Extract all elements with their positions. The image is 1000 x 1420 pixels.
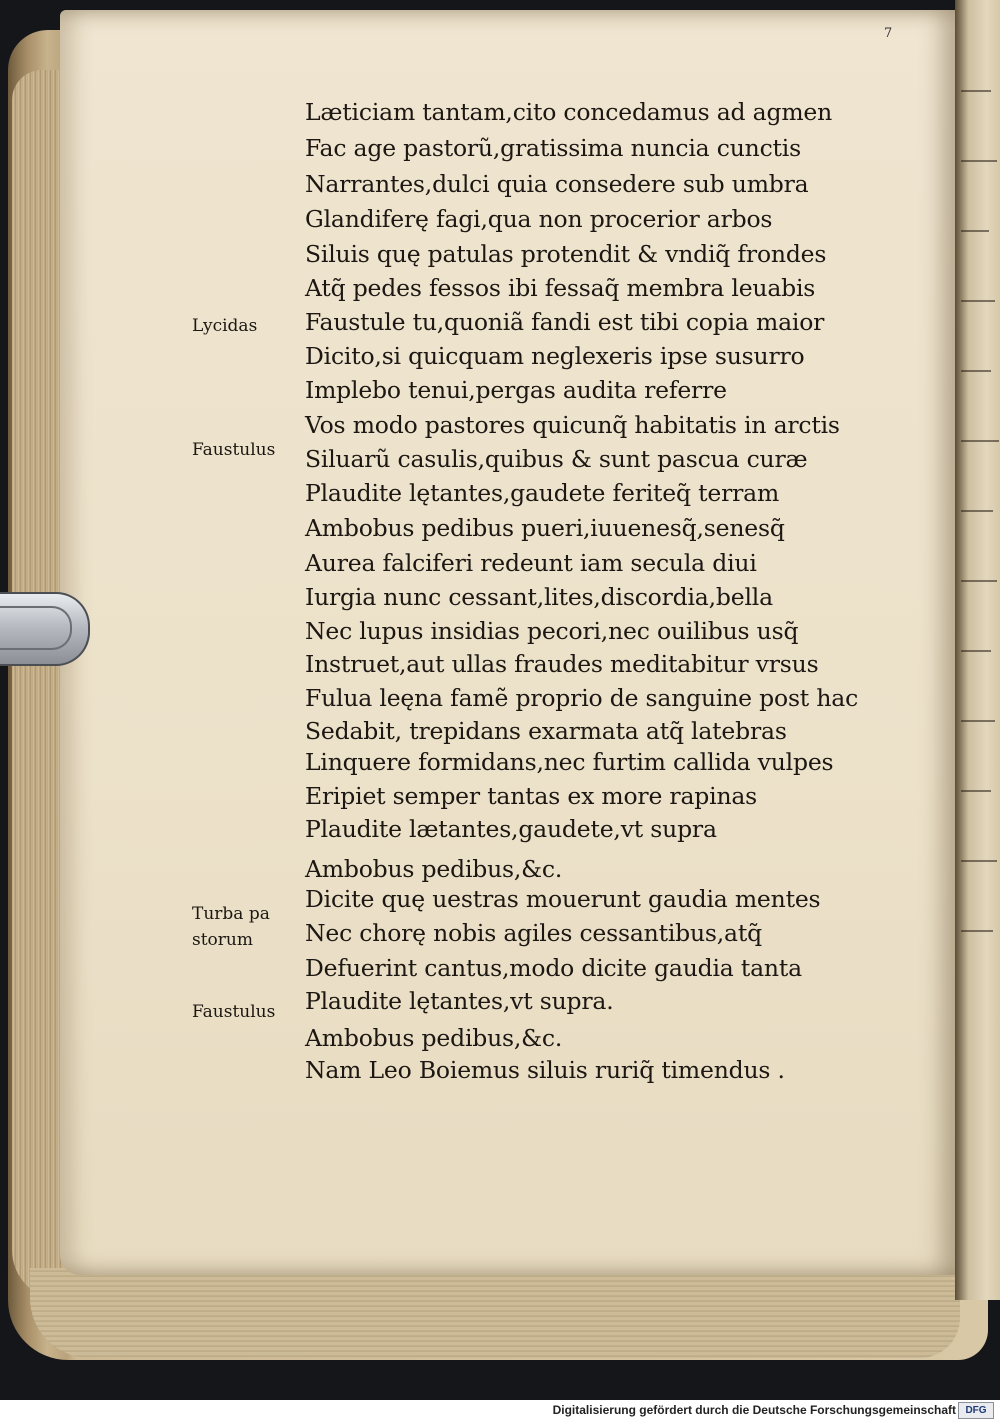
dfg-logo-icon: DFG (958, 1402, 994, 1419)
book-clip-inner (0, 606, 72, 650)
footer-bar (0, 1400, 1000, 1420)
text-line: Implebo tenui,pergas audita referre (305, 376, 727, 404)
text-line: Plaudite lætantes,gaudete,vt supra (305, 815, 717, 843)
folio-mark: 7 (884, 26, 893, 41)
text-line: Eripiet semper tantas ex more rapinas (305, 782, 758, 810)
text-line: Aurea falciferi redeunt iam secula diui (305, 549, 757, 577)
text-line: Instruet,aut ullas fraudes meditabitur vrsus (305, 650, 819, 678)
speaker-label: Turba pa (192, 904, 270, 924)
text-line: Vos modo pastores quicunq̃ habitatis in arctis (305, 411, 840, 439)
text-line: Glandiferę fagi,qua non procerior arbos (305, 205, 773, 233)
text-line: Dicito,si quicquam neglexeris ipse susurro (305, 342, 805, 370)
text-line: Ambobus pedibus pueri,iuuenesq̃,senesq̃ (305, 514, 785, 542)
speaker-label: Faustulus (192, 440, 276, 460)
page-stack-bottom (30, 1268, 960, 1358)
speaker-label: Lycidas (192, 316, 258, 336)
text-line: Nec lupus insidias pecori,nec ouilibus usq̃ (305, 617, 799, 645)
text-line: Ambobus pedibus,&c. (305, 855, 563, 883)
text-line: Fulua leęna famẽ proprio de sanguine post hac (305, 684, 859, 712)
facing-page-edge (955, 0, 1000, 1300)
text-line: Sedabit, trepidans exarmata atq̃ latebras (305, 717, 787, 745)
text-line: Atq̃ pedes fessos ibi fessaq̃ membra leuabis (305, 274, 816, 302)
text-line: Nec chorę nobis agiles cessantibus,atq̃ (305, 919, 762, 947)
speaker-label: storum (192, 930, 253, 950)
text-line: Plaudite lętantes,vt supra. (305, 987, 614, 1015)
text-line: Dicite quę uestras mouerunt gaudia mentes (305, 885, 821, 913)
text-line: Læticiam tantam,cito concedamus ad agmen (305, 98, 833, 126)
text-line: Siluis quę patulas protendit & vndiq̃ frondes (305, 240, 827, 268)
speaker-label: Faustulus (192, 1002, 276, 1022)
text-line: Narrantes,dulci quia consedere sub umbra (305, 170, 809, 198)
text-line: Faustule tu,quoniã fandi est tibi copia maior (305, 308, 825, 336)
footer-credit: Digitalisierung gefördert durch die Deutsche Forschungsgemeinschaft (552, 1403, 956, 1417)
text-line: Defuerint cantus,modo dicite gaudia tanta (305, 954, 802, 982)
text-line: Ambobus pedibus,&c. (305, 1024, 563, 1052)
text-line: Nam Leo Boiemus siluis ruriq̃ timendus . (305, 1056, 785, 1084)
text-line: Iurgia nunc cessant,lites,discordia,bella (305, 583, 773, 611)
text-line: Siluarũ casulis,quibus & sunt pascua curæ (305, 445, 808, 473)
text-line: Plaudite lętantes,gaudete feriteq̃ terram (305, 479, 780, 507)
text-line: Linquere formidans,nec furtim callida vulpes (305, 748, 834, 776)
text-line: Fac age pastorũ,gratissima nuncia cunctis (305, 134, 801, 162)
